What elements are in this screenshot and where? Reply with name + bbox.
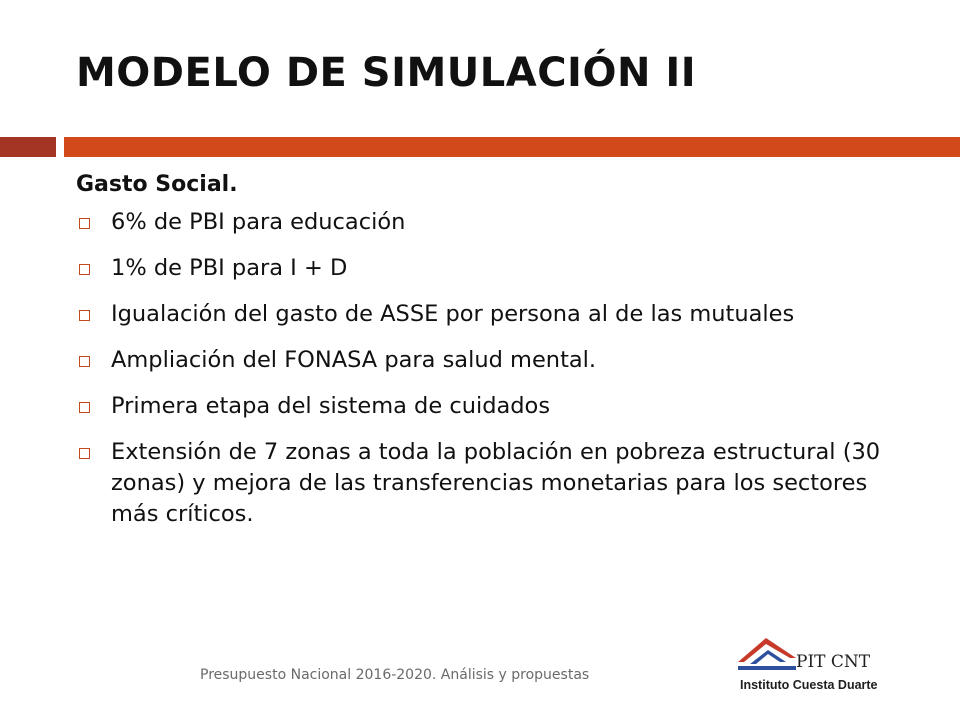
bullet-item: [76, 437, 906, 530]
logo-emblem-icon: [736, 632, 800, 676]
bullet-square-icon: [79, 402, 90, 413]
bullet-square-icon: [79, 264, 90, 275]
bullet-square-icon: [79, 356, 90, 367]
bullet-list: [76, 207, 906, 530]
bullet-text: 1% de PBI para I + D: [111, 255, 348, 281]
bullet-item: [76, 345, 906, 376]
accent-bar-left: [0, 137, 56, 157]
logo-subtitle: Instituto Cuesta Duarte: [740, 678, 878, 692]
logo-base-shape: [738, 666, 796, 670]
section-subtitle: Gasto Social.: [76, 172, 238, 197]
slide-footer: Presupuesto Nacional 2016-2020. Análisis y propuestas: [200, 667, 590, 683]
slide-title: MODELO DE SIMULACIÓN II: [76, 50, 697, 96]
bullet-text: Igualación del gasto de ASSE por persona al de las mutuales: [111, 301, 795, 327]
bullet-item: [76, 299, 906, 330]
accent-bar-right: [64, 137, 960, 157]
bullet-text: 6% de PBI para educación: [111, 209, 406, 235]
bullet-item: [76, 207, 906, 238]
logo-roof-shape: [738, 638, 796, 662]
bullet-text: Primera etapa del sistema de cuidados: [111, 393, 551, 419]
bullet-item: [76, 253, 906, 284]
bullet-square-icon: [79, 310, 90, 321]
slide-content: [76, 172, 906, 545]
bullet-text: Extensión de 7 zonas a toda la población en pobreza estructural (30 zonas) y mejora de las transferencias monetarias para los sectores más críticos.: [111, 439, 881, 527]
bullet-text: Ampliación del FONASA para salud mental.: [111, 347, 597, 373]
bullet-square-icon: [79, 218, 90, 229]
pit-cnt-logo: [736, 632, 896, 704]
logo-name: PIT CNT: [796, 652, 871, 672]
bullet-square-icon: [79, 448, 90, 459]
bullet-item: [76, 391, 906, 422]
